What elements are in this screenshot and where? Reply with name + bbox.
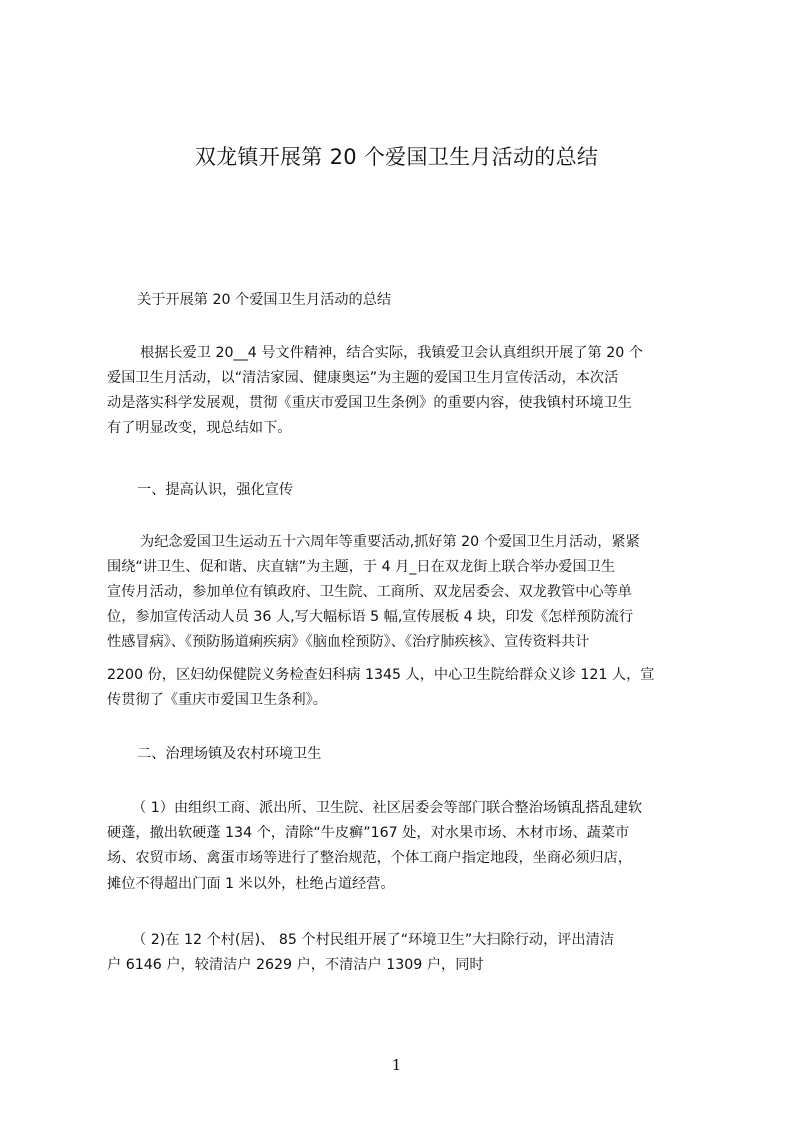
section1-line: 性感冒病》、《预防肠道痢疾病》《脑血栓预防》、《治疗肺疾核》、宣传资料共计: [107, 634, 590, 650]
section2-item2-line: 户 6146 户，较清洁户 2629 户，不清洁户 1309 户，同时: [107, 957, 484, 973]
intro-line: 有了明显改变，现总结如下。: [107, 420, 292, 436]
section2-item2-line: （ 2)在 12 个村(居)、 85 个村民组开展了“环境卫生”大扫除行动，评出清洁: [132, 932, 615, 948]
section1-line: 宣传月活动，参加单位有镇政府、卫生院、工商所、双龙居委会、双龙教管中心等单: [107, 584, 632, 600]
section1-line: 围绕“讲卫生、促和谐、庆直辖”为主题，于 4 月_日在双龙街上联合举办爱国卫生: [107, 559, 616, 575]
intro-line: 根据长爱卫 20__4 号文件精神，结合实际，我镇爱卫会认真组织开展了第 20 个: [140, 345, 643, 361]
intro-line: 爱国卫生月活动，以“清洁家园、健康奥运”为主题的爱国卫生月宣传活动，本次活: [107, 370, 619, 386]
section2-item1-line: （ 1）由组织工商、派出所、卫生院、社区居委会等部门联合整治场镇乱搭乱建软: [132, 800, 643, 816]
section1-line: 2200 份，区妇幼保健院义务检查妇科病 1345 人，中心卫生院给群众义诊 121 人，宣: [107, 667, 655, 683]
intro-line: 动是落实科学发展观，贯彻《重庆市爱国卫生条例》的重要内容，使我镇村环境卫生: [107, 395, 632, 411]
section2-item1-line: 场、农贸市场、禽蛋市场等进行了整治规范，个体工商户指定地段，坐商必须归店，: [107, 850, 632, 866]
section1-line: 位，参加宣传活动人员 36 人,写大幅标语 5 幅,宣传展板 4 块，印发《怎样预防流行: [107, 609, 634, 625]
section2-item1-line: 摊位不得超出门面 1 米以外，杜绝占道经营。: [107, 876, 395, 892]
document-title: 双龙镇开展第 20 个爱国卫生月活动的总结: [194, 145, 599, 169]
page-number: 1: [391, 1056, 402, 1074]
section2-item1-line: 硬蓬，撤出软硬蓬 134 个，清除“牛皮癣”167 处，对水果市场、木材市场、蔬菜市: [107, 825, 630, 841]
section-heading: 二、治理场镇及农村环境卫生: [137, 746, 322, 762]
section1-line: 为纪念爱国卫生运动五十六周年等重要活动,抓好第 20 个爱国卫生月活动，紧紧: [140, 534, 640, 550]
section1-line: 传贯彻了《重庆市爱国卫生条利》。: [107, 692, 327, 708]
subtitle: 关于开展第 20 个爱国卫生月活动的总结: [137, 292, 392, 308]
section-heading: 一、提高认识，强化宣传: [137, 482, 294, 498]
